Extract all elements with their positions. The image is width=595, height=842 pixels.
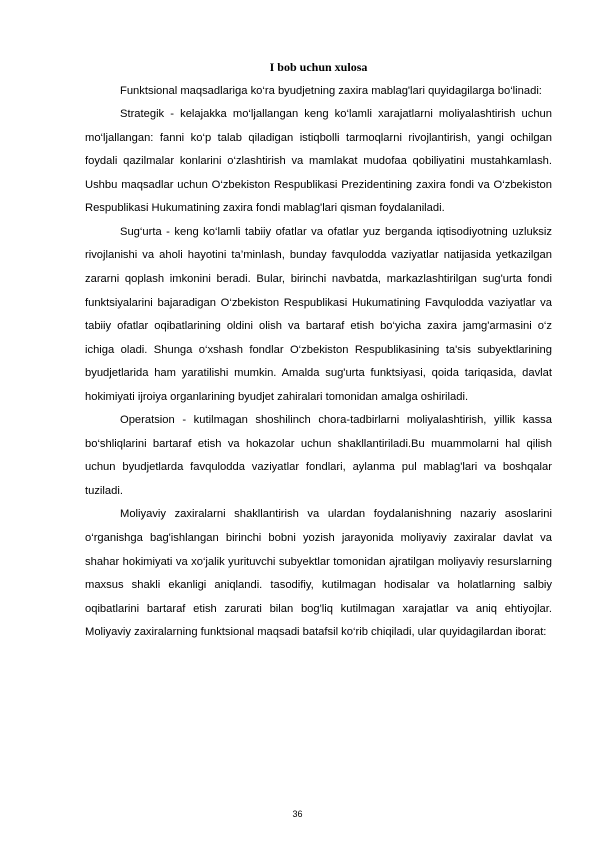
paragraph-functional-purposes: Funktsional maqsadlariga ko‘ra byudjetning zaxira mablag'lari quyidagilarga bo‘linadi: xyxy=(120,84,542,97)
paragraph-operational-reserves: Operatsion - kutilmagan shoshilinch chora-tadbirlarni moliyalashtirish, yillik kassa bo‘shliqlarini bartaraf etish va hokazolar uchun shakllantiriladi.Bu muammolarni hal qilish uchun byudjetlarda favqulodda vaziyatlar fondlari, aylanma pul mablag'lari va boshqalar tuziladi. xyxy=(85,414,552,497)
section-title: I bob uchun xulosa xyxy=(269,60,368,74)
paragraph-financial-reserves-conclusion: Moliyaviy zaxiralarni shakllantirish va ulardan foydalanishning nazariy asoslarini o‘rganishga bag'ishlangan birinchi bobni yozish jarayonida moliyaviy zaxiralar davlat va shahar hokimiyati va xo‘jalik yurituvchi subyektlar tomonidan ajratilgan moliyaviy resurslarning maxsus shakli ekanligi aniqlandi. tasodifiy, kutilmagan hodisalar va holatlarning salbiy oqibatlarini bartaraf etish zarurati bilan bog'liq kutilmagan xarajatlar va aniq ehtiyojlar. Moliyaviy zaxiralarning funktsional maqsadi batafsil ko‘rib chiqiladi, ular quyidagilardan iborat: xyxy=(85,508,552,639)
page-content xyxy=(85,56,552,645)
page-number: 36 xyxy=(292,809,303,819)
paragraph-insurance-reserves: Sug‘urta - keng ko‘lamli tabiiy ofatlar va ofatlar yuz berganda iqtisodiyotning uzluksiz rivojlanishi va aholi hayotini ta’minlash, bunday favqulodda vaziyatlar natijasida yetkazilgan zararni qoplash imkonini beradi. Bular, birinchi navbatda, markazlashtirilgan sug'urta fondi funktsiyalarini bajaradigan O‘zbekiston Respublikasi Hukumatining Favqulodda vaziyatlar va tabiiy ofatlar oqibatlarining oldini olish va bartaraf etish bo‘yicha zaxira jamg'armasini o‘z ichiga oladi. Shunga o‘xshash fondlar O‘zbekiston Respublikasining ta'sis subyektlarining byudjetlarida ham yaratilishi mumkin. Amalda sug'urta funktsiyasi, qoida tariqasida, davlat hokimiyati ijroiya organlarining byudjet zahiralari tomonidan amalga oshiriladi. xyxy=(85,225,552,403)
paragraph-strategic-reserves: Strategik - kelajakka mo‘ljallangan keng ko‘lamli xarajatlarni moliyalashtirish uchun mo‘ljallangan: fanni ko‘p talab qiladigan istiqbolli tarmoqlarni rivojlantirish, yangi ochilgan foydali qazilmalar konlarini o‘zlashtirish va mamlakat mudofaa qobiliyatini mustahkamlash. Ushbu maqsadlar uchun O‘zbekiston Respublikasi Prezidentining zaxira fondi va O‘zbekiston Respublikasi Hukumatining zaxira fondi mablag'lari qisman foydalaniladi. xyxy=(85,108,552,215)
